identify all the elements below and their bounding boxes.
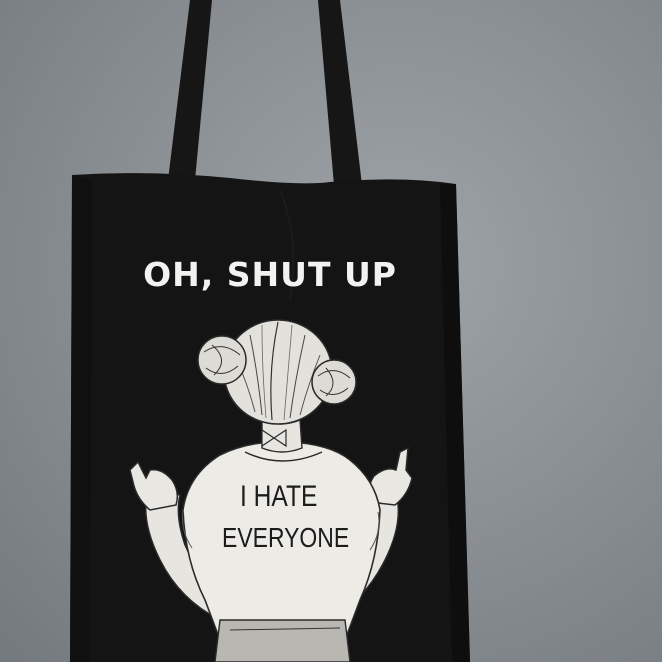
bag-headline: OH, SHUT UP — [143, 255, 397, 294]
shirt-text-line-2: EVERYONE — [222, 522, 350, 553]
bag-straps — [168, 0, 362, 185]
shirt-text-line-1: I HATE — [240, 480, 318, 513]
